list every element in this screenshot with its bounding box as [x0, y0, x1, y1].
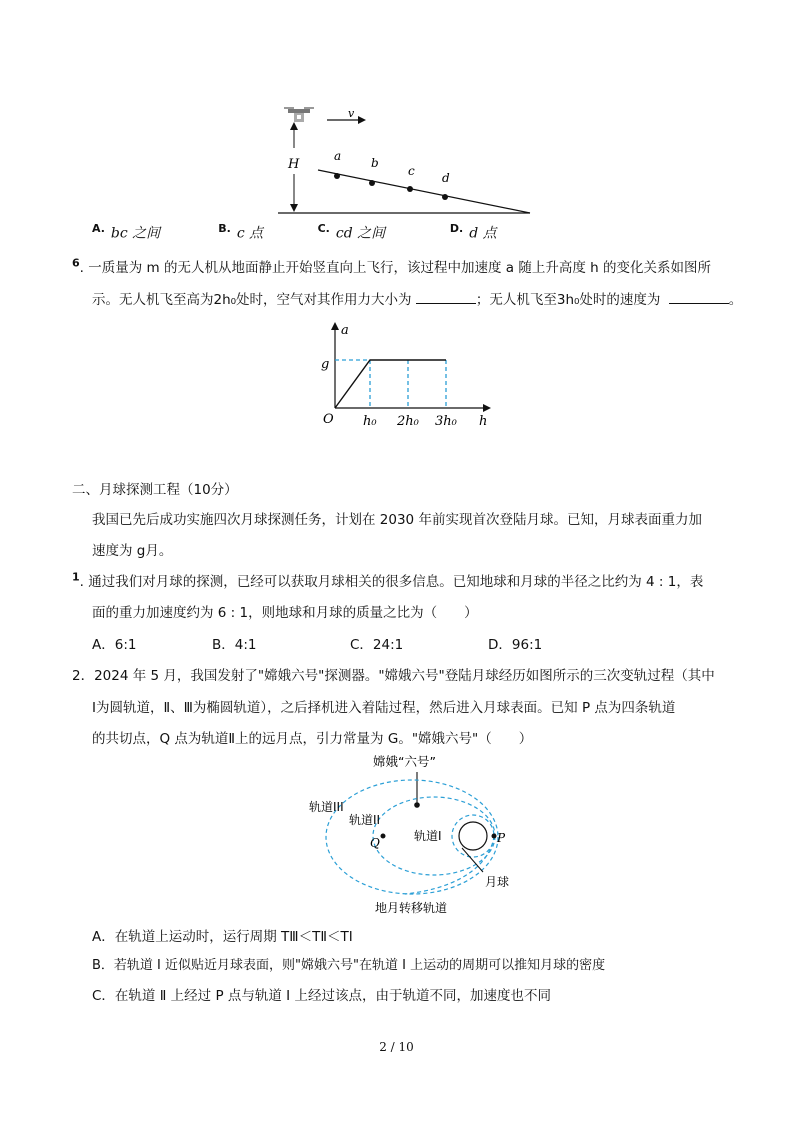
q6-line2: [92, 288, 742, 308]
q1-line1: [72, 570, 703, 590]
q2-option-a[interactable]: A．在轨道上运动时，运行周期 TⅢ＜TⅡ＜TⅠ: [92, 929, 353, 945]
q5-options-row: [92, 222, 550, 243]
q5-option-b-letter: B.: [218, 222, 231, 235]
q1-option-a[interactable]: A．6:1: [92, 637, 137, 653]
q1-number: 1: [72, 570, 80, 584]
tick-2h0: 2h₀: [397, 414, 419, 429]
q2-number: 2．: [72, 668, 95, 684]
q5-option-b-text: c 点: [236, 225, 264, 242]
q2-line3: 的共切点，Q 点为轨道Ⅱ上的远月点，引力常量为 G。"嫦娥六号"（ ）: [92, 731, 533, 747]
q5-option-c[interactable]: [318, 222, 446, 243]
q-point-label: Q: [370, 836, 380, 850]
moon-label: 月球: [485, 875, 510, 889]
section2-intro-line2: 速度为 g月。: [92, 543, 173, 559]
point-d-label: d: [442, 171, 450, 185]
orbit2-label: 轨道II: [349, 813, 381, 827]
page-number: 2 / 10: [379, 1040, 414, 1054]
axis-h-label: h: [479, 414, 488, 429]
q1-option-b[interactable]: B．4:1: [212, 637, 257, 653]
q5-option-d-letter: D.: [449, 222, 464, 235]
q1-options-row: [92, 633, 588, 653]
orbit1-label: 轨道I: [414, 829, 442, 843]
q6-number: 6: [72, 256, 80, 270]
q2-line1: [72, 664, 715, 684]
spacecraft-title: 嫦娥“六号”: [373, 754, 436, 769]
q2-option-b[interactable]: B．若轨道 Ⅰ 近似贴近月球表面，则"嫦娥六号"在轨道 Ⅰ 上运动的周期可以推知月球的密度: [92, 958, 606, 973]
tick-h0: h₀: [363, 414, 377, 429]
tick-3h0: 3h₀: [435, 414, 457, 429]
height-label: H: [288, 157, 300, 172]
point-a-label: a: [334, 149, 342, 163]
q2-text-line1: 2024 年 5 月，我国发射了"嫦娥六号"探测器。"嫦娥六号"登陆月球经历如图所示的三次变轨过程（其中: [94, 668, 715, 684]
g-label: g: [321, 357, 330, 372]
q5-option-d[interactable]: [450, 222, 550, 243]
q6-text-line2b: ；无人机飞至3h₀处时的速度为: [475, 292, 661, 308]
q5-option-a-letter: A.: [92, 222, 105, 235]
q5-option-a-text: bc 之间: [110, 225, 161, 242]
q2-line2: Ⅰ为圆轨道，Ⅱ、Ⅲ为椭圆轨道），之后择机进入着陆过程，然后进入月球表面。已知 P 点为四条轨道: [92, 700, 676, 716]
origin-label: O: [323, 412, 334, 427]
orbit-figure: [295, 750, 520, 918]
q5-option-c-text: cd 之间: [335, 225, 386, 242]
point-b-label: b: [371, 156, 379, 170]
section2-intro-line1: 我国已先后成功实施四次月球探测任务，计划在 2030 年前实现首次登陆月球。已知，月球表面重力加: [92, 512, 702, 528]
q5-option-b[interactable]: [218, 222, 313, 243]
q6-blank-1[interactable]: [416, 291, 476, 304]
q1-option-d[interactable]: D．96:1: [488, 637, 543, 653]
p-point-label: P: [497, 831, 506, 845]
q6-text-line2-end: 。: [728, 292, 743, 308]
q2-option-c[interactable]: C．在轨道 Ⅱ 上经过 P 点与轨道 Ⅰ 上经过该点，由于轨道不同，加速度也不同: [92, 988, 551, 1004]
q6-text-line1: . 一质量为 m 的无人机从地面静止开始竖直向上飞行，该过程中加速度 a 随上升高度 h 的变化关系如图所: [79, 260, 711, 276]
q6-line1: [72, 256, 711, 276]
section2-heading: 二、月球探测工程（10分）: [72, 482, 238, 498]
a-h-graph: [315, 322, 495, 432]
q1-option-c[interactable]: C．24:1: [350, 637, 404, 653]
q5-option-a[interactable]: [92, 222, 214, 243]
q6-blank-2[interactable]: [669, 291, 729, 304]
axis-a-label: a: [341, 323, 349, 338]
velocity-label: v: [348, 107, 355, 120]
orbit3-label: 轨道III: [309, 800, 344, 814]
slope-figure: [270, 100, 540, 220]
q6-text-line2a: 示。无人机飞至高为2h₀处时，空气对其作用力大小为: [92, 292, 412, 308]
drone-icon: [284, 107, 314, 122]
q1-line2: 面的重力加速度约为 6 : 1，则地球和月球的质量之比为（ ）: [92, 605, 478, 621]
q5-option-c-letter: C.: [317, 222, 330, 235]
transfer-orbit-label: 地月转移轨道: [375, 901, 448, 915]
q1-text-line1: . 通过我们对月球的探测，已经可以获取月球相关的很多信息。已知地球和月球的半径之比约为 4 : 1，表: [79, 574, 704, 590]
point-c-label: c: [408, 164, 415, 178]
q5-option-d-text: d 点: [469, 225, 497, 242]
